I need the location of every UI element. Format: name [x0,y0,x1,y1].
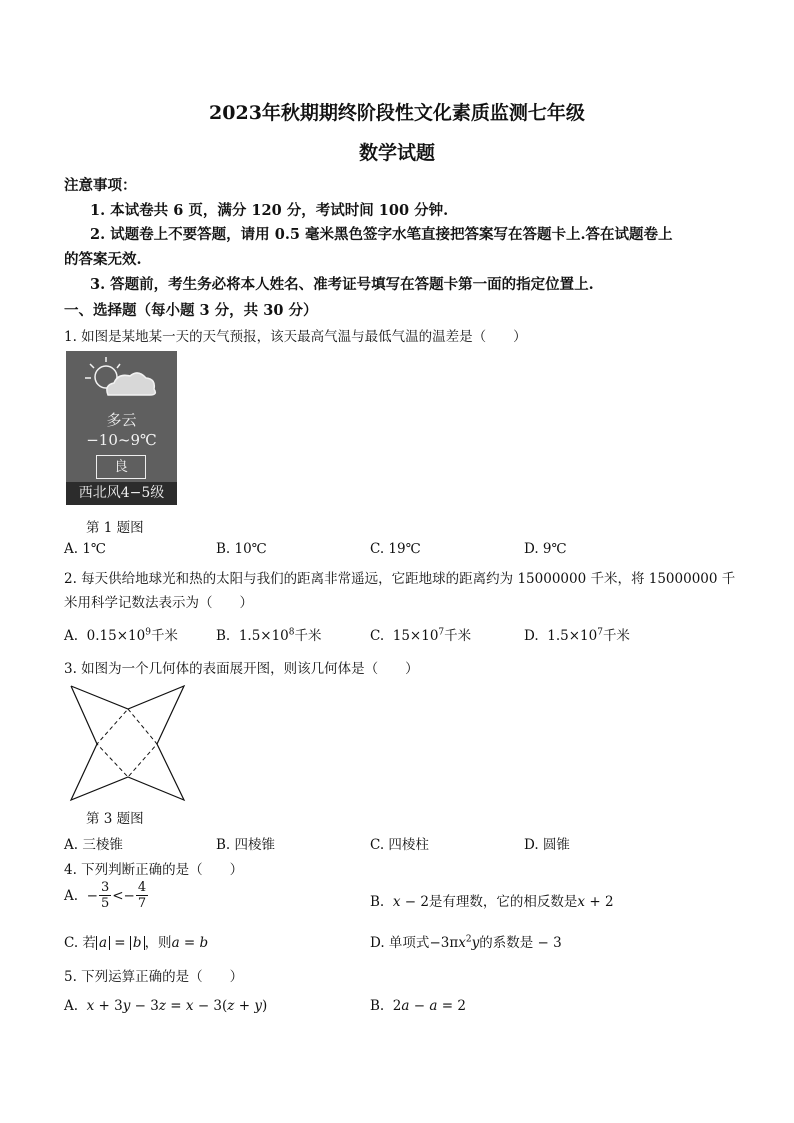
fraction-4-7: $\frac{4}{7}$ [137,880,147,911]
q3-option-d: D. 圆锥 [524,837,570,853]
q1-caption: 第 1 题图 [86,520,144,536]
q4-option-a: A. − $\frac{3}{5}$ <− $\frac{4}{7}$ [64,880,147,911]
q5-stem: 5. 下列运算正确的是（ ） [64,969,244,985]
notice-item-3: 3. 答题前，考生务必将本人姓名、准考证号填写在答题卡第一面的指定位置上. [90,276,594,293]
q2-option-a: A. $0.15\times 10^9$千米 [64,627,178,644]
q2-stem-line1: 2. 每天供给地球光和热的太阳与我们的距离非常遥远，它距地球的距离约为 15000000 千米，将 15000000 千 [64,571,736,587]
q4-stem: 4. 下列判断正确的是（ ） [64,862,244,878]
q3-stem: 3. 如图为一个几何体的表面展开图，则该几何体是（ ） [64,661,419,677]
q1-option-b: B. 10℃ [216,541,267,557]
q3-caption: 第 3 题图 [86,811,144,827]
notice-item-2: 2. 试题卷上不要答题，请用 0.5 毫米黑色签字水笔直接把答案写在答题卡上.答在试题卷上 [90,226,673,243]
q1-option-a: A. 1℃ [64,541,107,557]
weather-condition: 多云 [106,411,137,429]
weather-wind: 西北风4−5级 [66,482,177,505]
q5-option-b: B. 2a − a = 2 [370,998,466,1014]
notice-heading: 注意事项： [64,177,137,194]
section-heading: 一、选择题（每小题 3 分，共 30 分） [64,302,318,319]
q2-option-b: B. $1.5\times 10^8$千米 [216,627,322,644]
q2-option-d: D. $1.5\times 10^7$千米 [524,627,630,644]
fraction-3-5: $\frac{3}{5}$ [100,880,110,911]
exam-subtitle: 数学试题 [358,142,435,164]
q4-option-b: B. x − 2是有理数，它的相反数是x + 2 [370,894,614,910]
q1-stem: 1. 如图是某地某一天的天气预报，该天最高气温与最低气温的温差是（ ） [64,329,527,345]
q5-option-a: A. x + 3y − 3z = x − 3(z + y) [64,998,268,1014]
air-quality-badge: 良 [96,455,146,479]
q1-option-c: C. 19℃ [370,541,421,557]
exam-title: 2023年秋期期终阶段性文化素质监测七年级 [209,102,585,124]
q4-option-d: D. 单项式$-3\pi x^2y$的系数是 − 3 [370,934,562,951]
q1-option-d: D. 9℃ [524,541,567,557]
q3-option-c: C. 四棱柱 [370,837,429,853]
pyramid-net-diagram [66,683,190,803]
notice-item-1: 1. 本试卷共 6 页，满分 120 分，考试时间 100 分钟. [90,202,449,219]
q4-option-c: C. 若 a = b ，则a = b [64,935,209,951]
q2-option-c: C. $15\times 10^7$千米 [370,627,472,644]
q3-option-a: A. 三棱锥 [64,837,123,853]
weather-forecast-image [66,351,177,505]
weather-temperature: −10~9℃ [86,431,157,449]
notice-item-2-cont: 的答案无效. [64,251,142,268]
q3-option-b: B. 四棱锥 [216,837,276,853]
q2-stem-line2: 米用科学记数法表示为（ ） [64,595,253,611]
cloud-sun-icon [66,351,177,401]
